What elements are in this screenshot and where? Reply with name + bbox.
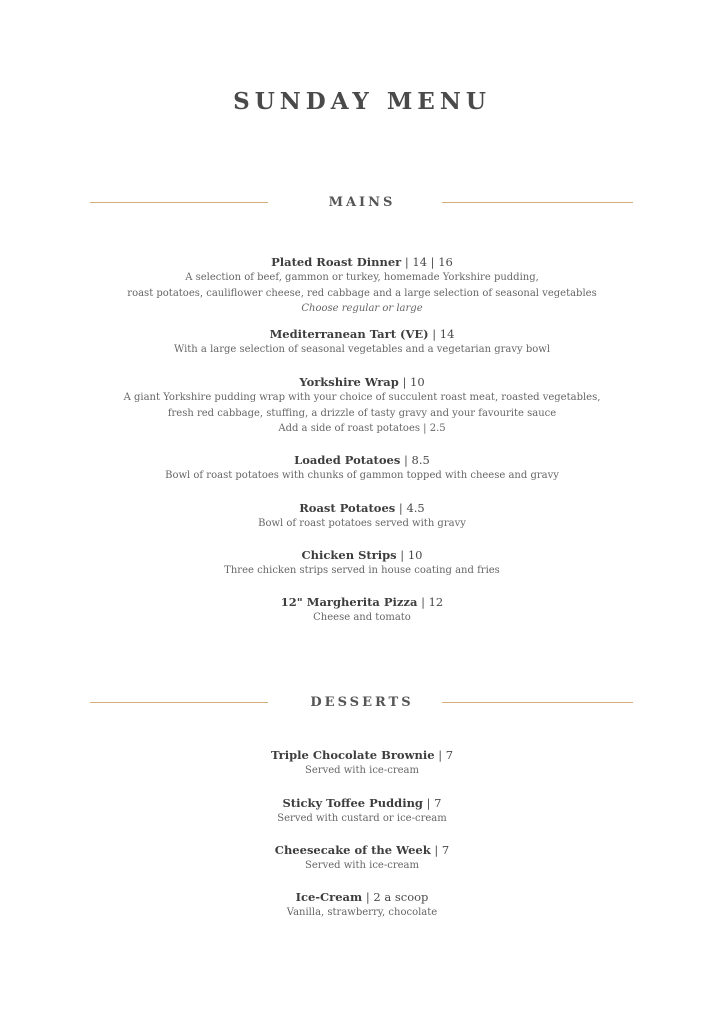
item-description: Served with ice-cream (305, 860, 419, 871)
item-price: | 14 | 16 (404, 255, 453, 269)
item-name: Mediterranean Tart (VE) (269, 327, 429, 341)
menu-item (0, 254, 724, 317)
item-price: | 12 (421, 595, 444, 609)
item-note: Choose regular or large (301, 303, 423, 314)
menu-item (0, 594, 724, 626)
menu-item (0, 795, 724, 827)
item-description: Add a side of roast potatoes | 2.5 (278, 423, 446, 434)
menu-item (0, 889, 724, 921)
item-price: | 10 (400, 548, 423, 562)
divider-right (442, 202, 633, 203)
item-price: | 4.5 (398, 501, 425, 515)
menu-item (0, 500, 724, 532)
item-name: Ice-Cream (295, 890, 363, 904)
menu-item (0, 547, 724, 579)
item-name: Roast Potatoes (299, 501, 396, 515)
item-name: Chicken Strips (301, 548, 397, 562)
item-price: | 7 (438, 748, 454, 762)
menu-item (0, 747, 724, 779)
item-name: Plated Roast Dinner (271, 255, 402, 269)
item-description: A giant Yorkshire pudding wrap with your choice of succulent roast meat, roasted vegetables, (123, 392, 601, 403)
item-description: A selection of beef, gammon or turkey, homemade Yorkshire pudding, (185, 272, 539, 283)
item-price: | 7 (426, 796, 442, 810)
item-description: Served with ice-cream (305, 765, 419, 776)
item-description: Cheese and tomato (313, 612, 411, 623)
item-price: | 10 (402, 375, 425, 389)
item-price: | 7 (434, 843, 450, 857)
item-description: Bowl of roast potatoes with chunks of gammon topped with cheese and gravy (165, 470, 559, 481)
item-price: | 8.5 (403, 453, 430, 467)
item-description: fresh red cabbage, stuffing, a drizzle of tasty gravy and your favourite sauce (167, 407, 557, 419)
item-price: | 2 a scoop (365, 890, 429, 904)
item-description: With a large selection of seasonal vegetables and a vegetarian gravy bowl (173, 344, 551, 355)
menu-item (0, 374, 724, 437)
section-title-desserts: DESSERTS (310, 695, 414, 710)
item-description: Three chicken strips served in house coating and fries (224, 565, 500, 576)
item-description: roast potatoes, cauliflower cheese, red cabbage and a large selection of seasonal vegetables (127, 287, 597, 299)
desserts-header (0, 693, 724, 713)
item-price: | 14 (432, 327, 455, 341)
menu-item (0, 326, 724, 358)
item-name: Sticky Toffee Pudding (282, 796, 423, 810)
item-description: Vanilla, strawberry, chocolate (286, 907, 438, 918)
item-name: 12" Margherita Pizza (280, 595, 418, 609)
mains-header (0, 193, 724, 213)
item-name: Loaded Potatoes (294, 453, 401, 467)
menu-item (0, 452, 724, 484)
page-title: SUNDAY MENU (233, 88, 491, 115)
divider-right (442, 702, 633, 703)
item-name: Triple Chocolate Brownie (270, 748, 435, 762)
menu-item (0, 842, 724, 874)
item-description: Served with custard or ice-cream (277, 813, 447, 824)
item-name: Cheesecake of the Week (274, 843, 431, 857)
item-name: Yorkshire Wrap (299, 375, 399, 389)
section-title-mains: MAINS (328, 195, 396, 210)
item-description: Bowl of roast potatoes served with gravy (258, 518, 466, 529)
